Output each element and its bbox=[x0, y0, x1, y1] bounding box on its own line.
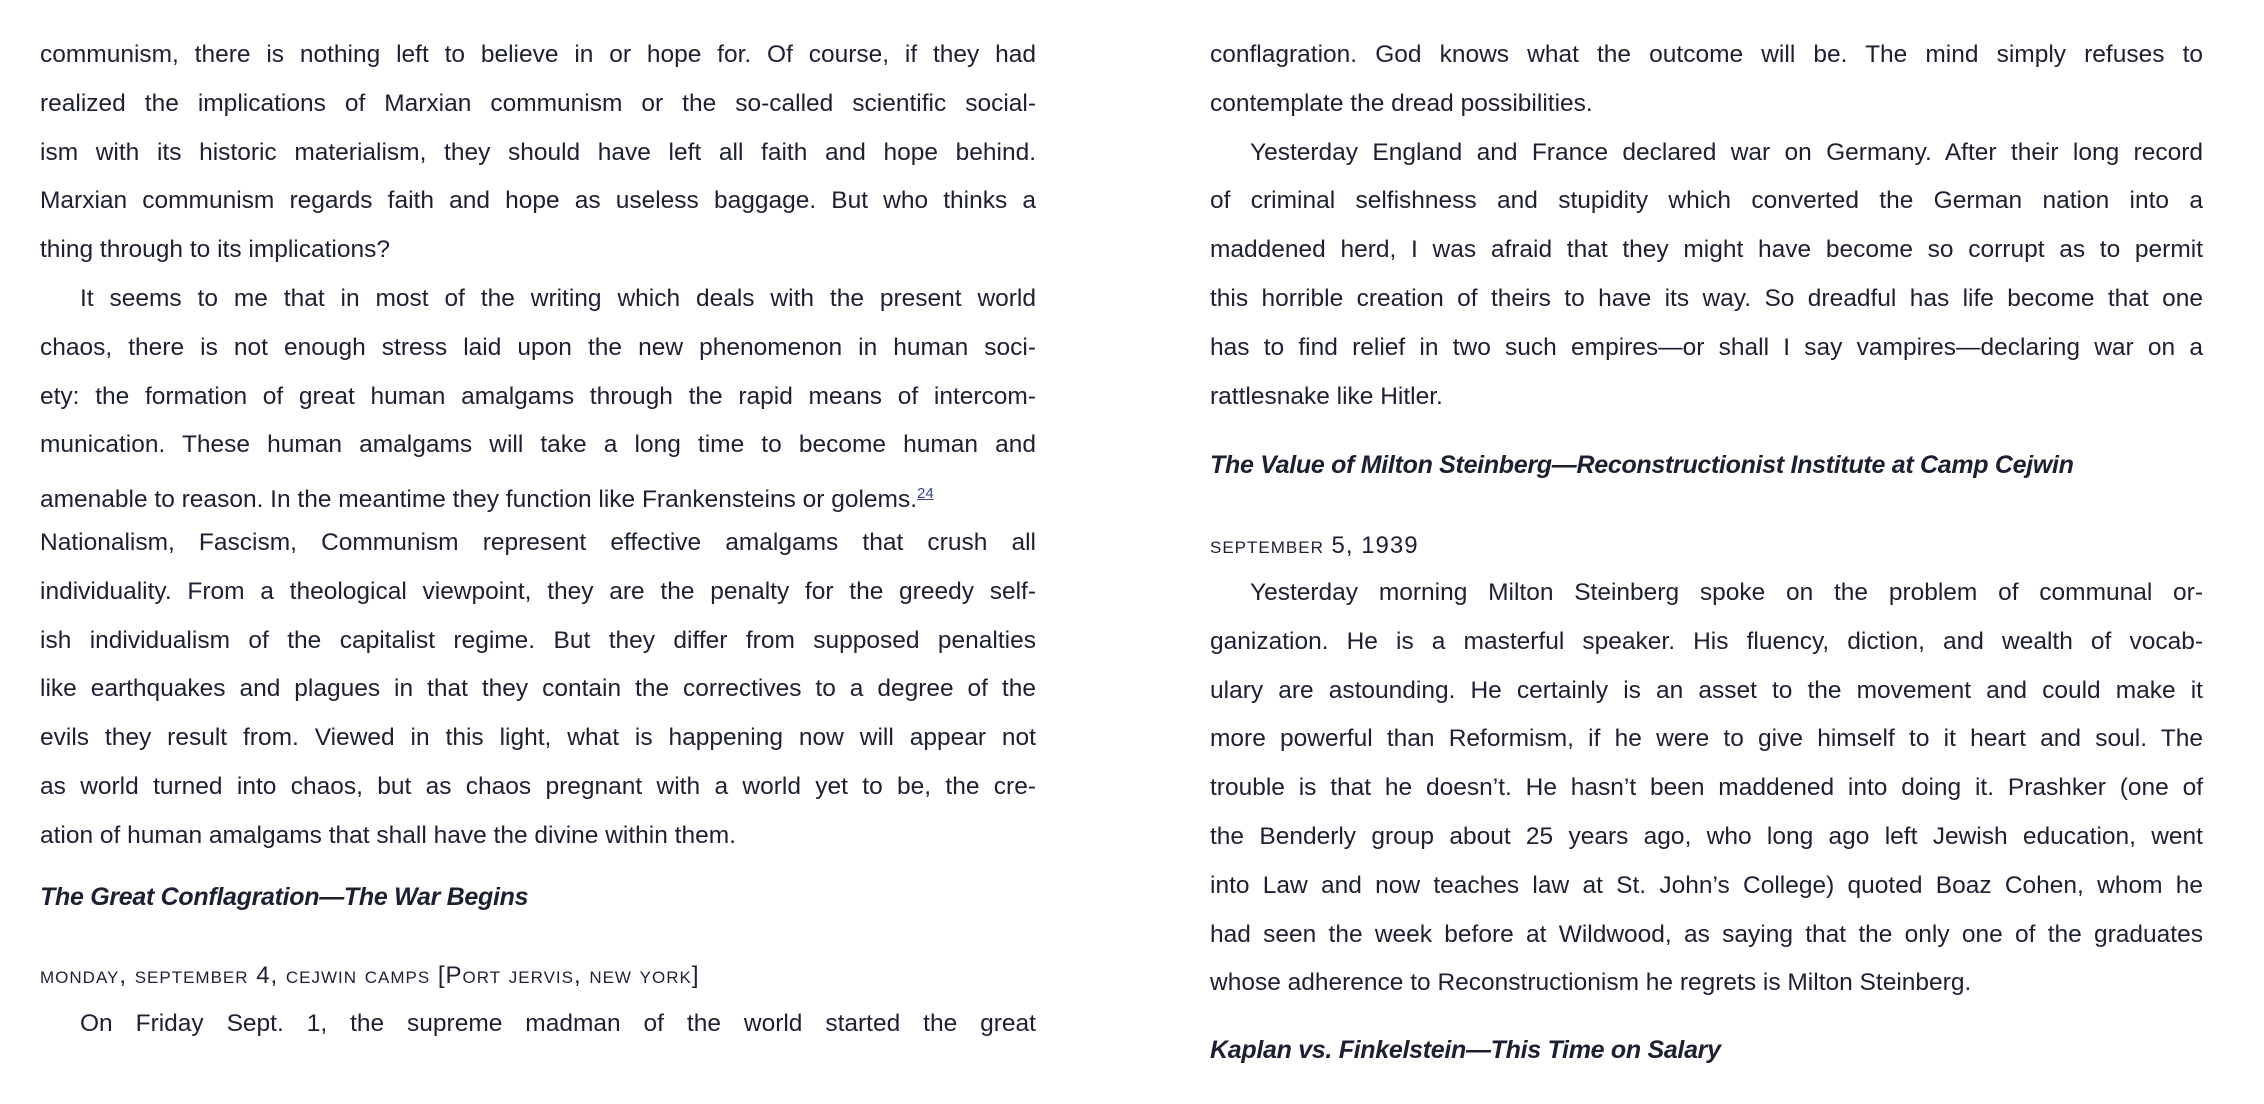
text-line-content: maddened herd, I was afraid that they might have become so corrupt as to permit bbox=[1210, 236, 2203, 264]
text-line-content: Yesterday England and France declared war on Germany. After their long record bbox=[1250, 138, 2203, 166]
section-heading: The Great Conflagration—The War Begins bbox=[40, 883, 529, 911]
text-line bbox=[1210, 225, 2203, 274]
text-line-content: of criminal selfishness and stupidity which converted the German nation into a bbox=[1210, 187, 2203, 215]
text-line-content: amenable to reason. In the meantime they function like Frankensteins or golems. bbox=[40, 486, 918, 514]
text-line bbox=[40, 225, 1036, 274]
text-line bbox=[40, 811, 1036, 860]
text-line bbox=[1210, 763, 2203, 812]
text-line bbox=[40, 128, 1036, 177]
text-line bbox=[40, 713, 1036, 762]
text-line bbox=[1210, 568, 2203, 617]
text-line bbox=[1210, 274, 2203, 323]
text-line bbox=[40, 30, 1036, 79]
section-heading: Kaplan vs. Finkelstein—This Time on Salary bbox=[1210, 1036, 1721, 1064]
text-line-content: contemplate the dread possibilities. bbox=[1210, 89, 1593, 117]
text-line bbox=[1210, 714, 2203, 763]
text-line-content: this horrible creation of theirs to have its way. So dreadful has life become that one bbox=[1210, 285, 2203, 312]
text-line-content: realized the implications of Marxian communism or the so-called scientific social- bbox=[40, 89, 1036, 117]
text-line bbox=[1210, 176, 2203, 225]
text-line bbox=[40, 567, 1036, 616]
text-line-content: trouble is that he doesn’t. He hasn’t been maddened into doing it. Prashker (one of bbox=[1210, 774, 2203, 802]
text-line bbox=[1210, 812, 2203, 861]
text-line bbox=[40, 616, 1036, 665]
text-line-content: ganization. He is a masterful speaker. His fluency, diction, and wealth of vocab- bbox=[1210, 627, 2203, 655]
text-line-content: ation of human amalgams that shall have the divine within them. bbox=[40, 821, 736, 849]
text-line bbox=[40, 274, 1036, 323]
text-line bbox=[40, 664, 1036, 713]
text-line-content: ish individualism of the capitalist regime. But they differ from supposed penalties bbox=[40, 626, 1036, 654]
entry-dateline: monday, september 4, cejwin camps [Port jervis, new york] bbox=[40, 962, 700, 989]
text-line bbox=[1210, 79, 2203, 128]
text-line-content: It seems to me that in most of the writing which deals with the present world bbox=[80, 285, 1036, 312]
text-line bbox=[40, 999, 1036, 1048]
text-line-content: as world turned into chaos, but as chaos pregnant with a world yet to be, the cre- bbox=[40, 773, 1036, 800]
text-line bbox=[1210, 861, 2203, 910]
section-heading: The Value of Milton Steinberg—Reconstructionist Institute at Camp Cejwin bbox=[1210, 451, 2074, 479]
text-line-content: evils they result from. Viewed in this light, what is happening now will appear not bbox=[40, 724, 1036, 752]
text-line-content: like earthquakes and plagues in that they contain the correctives to a degree of the bbox=[40, 675, 1036, 703]
text-line bbox=[1210, 128, 2203, 177]
text-line bbox=[1210, 30, 2203, 79]
text-line bbox=[40, 372, 1036, 421]
text-line bbox=[1210, 910, 2203, 959]
text-line-content: more powerful than Reformism, if he were to give himself to it heart and soul. The bbox=[1210, 725, 2203, 753]
text-line bbox=[1210, 666, 2203, 715]
text-line-content: into Law and now teaches law at St. John’s College) quoted Boaz Cohen, whom he bbox=[1210, 871, 2203, 899]
text-line-content: had seen the week before at Wildwood, as saying that the only one of the graduates bbox=[1210, 920, 2203, 948]
entry-dateline: september 5, 1939 bbox=[1210, 532, 1419, 559]
text-line bbox=[40, 176, 1036, 225]
text-line-content: whose adherence to Reconstructionism he regrets is Milton Steinberg. bbox=[1210, 969, 1972, 997]
text-line bbox=[40, 420, 1036, 469]
text-line-content: chaos, there is not enough stress laid upon the new phenomenon in human soci- bbox=[40, 333, 1036, 361]
text-line bbox=[40, 79, 1036, 128]
text-line-content: ety: the formation of great human amalgams through the rapid means of intercom- bbox=[40, 382, 1036, 410]
text-line-content: rattlesnake like Hitler. bbox=[1210, 382, 1443, 410]
footnote-link[interactable]: 24 bbox=[917, 485, 934, 503]
text-line bbox=[1210, 617, 2203, 666]
text-line bbox=[40, 762, 1036, 811]
text-line bbox=[40, 323, 1036, 372]
text-line bbox=[40, 518, 1036, 567]
text-line-content: conflagration. God knows what the outcome will be. The mind simply refuses to bbox=[1210, 41, 2203, 68]
text-line-content: has to find relief in two such empires—or shall I say vampires—declaring war on a bbox=[1210, 333, 2203, 361]
text-line-content: Nationalism, Fascism, Communism represent effective amalgams that crush all bbox=[40, 529, 1036, 556]
text-line-content: the Benderly group about 25 years ago, who long ago left Jewish education, went bbox=[1210, 823, 2203, 850]
text-line-content: communism, there is nothing left to believe in or hope for. Of course, if they had bbox=[40, 41, 1036, 68]
text-line-content: Marxian communism regards faith and hope as useless baggage. But who thinks a bbox=[40, 187, 1036, 215]
text-line-content: ulary are astounding. He certainly is an asset to the movement and could make it bbox=[1210, 676, 2203, 704]
text-line-content: thing through to its implications? bbox=[40, 236, 390, 264]
text-line-content: ism with its historic materialism, they should have left all faith and hope behind. bbox=[40, 138, 1036, 166]
text-line-content: On Friday Sept. 1, the supreme madman of the world started the great bbox=[80, 1010, 1036, 1037]
text-line bbox=[40, 469, 1036, 518]
text-line bbox=[1210, 372, 2203, 421]
text-line-content: Yesterday morning Milton Steinberg spoke on the problem of communal or- bbox=[1250, 579, 2203, 606]
text-line bbox=[1210, 323, 2203, 372]
text-line-content: munication. These human amalgams will take a long time to become human and bbox=[40, 431, 1036, 459]
text-line-content: individuality. From a theological viewpoint, they are the penalty for the greedy self- bbox=[40, 577, 1036, 605]
text-line bbox=[1210, 958, 2203, 1007]
